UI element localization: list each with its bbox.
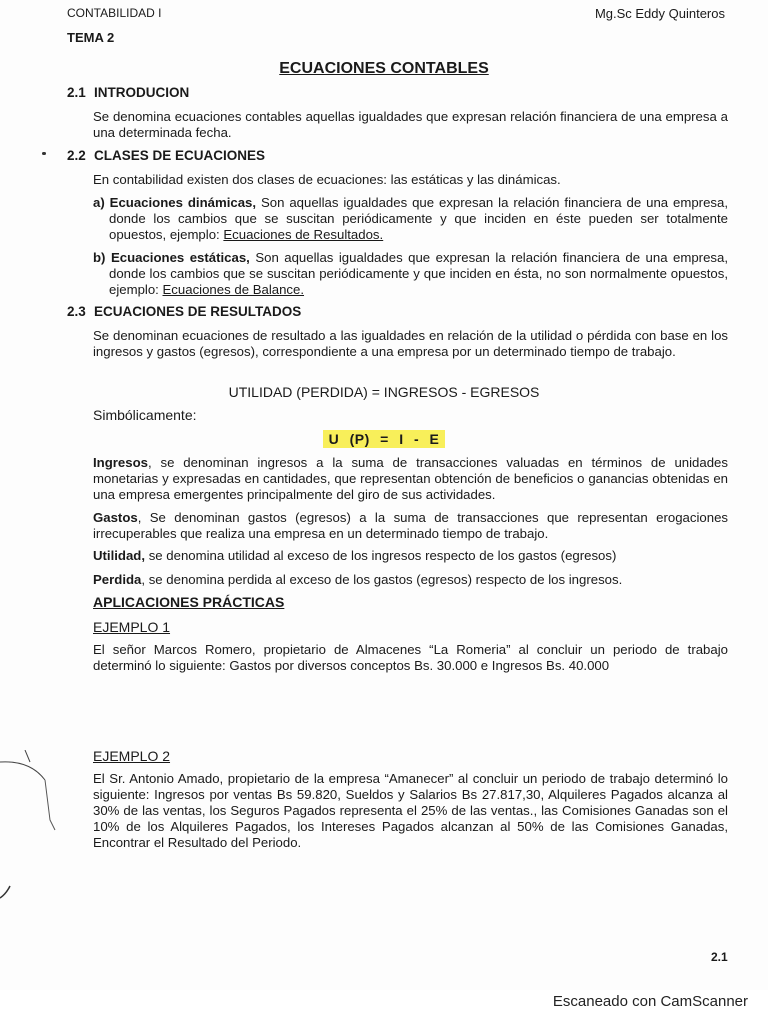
list-item-body [93, 195, 728, 243]
list-marker: a) [93, 195, 105, 210]
term-gastos: Gastos [93, 510, 138, 525]
formula-row [0, 430, 768, 449]
definition-text: se denomina utilidad al exceso de los ingresos respecto de los gastos (egresos) [145, 548, 617, 563]
definition-text: Son aquellas igualdades que expresan la relación financiera de una empresa, donde los cambios que se suscitan periódicamente y que inciden en éste pueden ser totalmente opuestos, ejemplo: [109, 195, 728, 242]
page-number: 2.1 [711, 950, 728, 964]
practice-heading: APLICACIONES PRÁCTICAS [93, 594, 285, 610]
section-number: 2.3 [67, 304, 86, 319]
definition-text: , Se denominan gastos (egresos) a la suma de transacciones que representan erogaciones irrecuperables que realiza una empresa en un determinado tiempo de trabajo. [93, 510, 728, 541]
definition-utilidad [93, 548, 728, 564]
definition-ingresos [93, 455, 728, 503]
section-heading-resultados [67, 304, 301, 319]
list-item-estaticas [93, 250, 728, 298]
section-number: 2.1 [67, 85, 86, 100]
page-title: ECUACIONES CONTABLES [279, 60, 489, 77]
example-link-text: Ecuaciones de Resultados. [223, 227, 384, 242]
definition-text: , se denominan ingresos a la suma de transacciones valuadas en términos de unidades monetarias y expresadas en cantidades, que representan obtención de beneficios o ganancias obtenidas en una empresa emergentes principalmente del giro de sus actividades. [93, 455, 728, 502]
list-marker: b) [93, 250, 106, 265]
intro-paragraph: Se denomina ecuaciones contables aquellas igualdades que expresan relación financiera de una empresa a una determinada fecha. [93, 109, 728, 140]
definition-text: Son aquellas igualdades que expresan la relación financiera de una empresa, donde los cambios que se suscitan periódicamente y que inciden en ésta, no son normalmente opuestos, ejemplo: [109, 250, 729, 297]
definition-gastos [93, 510, 728, 542]
list-item-body [93, 250, 728, 298]
scan-dot-mark [42, 152, 46, 155]
example1-text: El señor Marcos Romero, propietario de Almacenes “La Romeria” al concluir un periodo de trabajo determinó lo siguiente: Gastos por diversos conceptos Bs. 30.000 e Ingresos Bs. 40.000 [93, 642, 728, 673]
section-heading-clases [67, 148, 265, 163]
term-perdida: Perdida [93, 572, 142, 587]
term-dinamicas: Ecuaciones dinámicas, [109, 195, 257, 210]
definition-text: , se denomina perdida al exceso de los gastos (egresos) respecto de los ingresos. [141, 572, 623, 587]
scan-margin-marks [0, 750, 70, 910]
section-heading-introduccion [67, 85, 189, 100]
list-item-dinamicas [93, 195, 728, 243]
term-utilidad: Utilidad, [93, 548, 146, 563]
section-title: CLASES DE ECUACIONES [94, 148, 266, 163]
highlighted-formula: U (P) = I - E [323, 430, 446, 448]
header-author: Mg.Sc Eddy Quinteros [594, 6, 725, 21]
resultados-paragraph: Se denominan ecuaciones de resultado a las igualdades en relación de la utilidad o pérdida con base en los ingresos y gastos (egresos), correspondiente a una empresa por un determinado tiempo de trabajo. [93, 328, 728, 359]
example2-title: EJEMPLO 2 [93, 748, 171, 764]
header-course: CONTABILIDAD I [67, 6, 162, 20]
topic-label: TEMA 2 [67, 30, 115, 45]
clases-paragraph: En contabilidad existen dos clases de ecuaciones: las estáticas y las dinámicas. [93, 172, 561, 187]
section-title: ECUACIONES DE RESULTADOS [94, 304, 302, 319]
example2-text: El Sr. Antonio Amado, propietario de la empresa “Amanecer” al concluir un periodo de trabajo determinó lo siguiente: Ingresos por ventas Bs 59.820, Sueldos y Salarios Bs 27.817,30, Alquileres Pagados alcanza al 30% de las ventas, los Seguros Pagados representa el 25% de las ventas., las Comisiones Ganadas son el 10% de los Alquileres Pagados, los Intereses Pagados alcanzan al 50% de las Comisiones Ganadas, Encontrar el Resultado del Periodo. [93, 771, 728, 850]
example1-title: EJEMPLO 1 [93, 619, 171, 635]
symbolic-label: Simbólicamente: [93, 407, 197, 423]
equation-line: UTILIDAD (PERDIDA) = INGRESOS - EGRESOS [228, 384, 540, 400]
term-ingresos: Ingresos [93, 455, 148, 470]
section-number: 2.2 [67, 148, 86, 163]
definition-perdida [93, 572, 728, 588]
term-estaticas: Ecuaciones estáticas, [110, 250, 250, 265]
section-title: INTRODUCION [94, 85, 190, 100]
camscanner-footer: Escaneado con CamScanner [552, 993, 748, 1010]
example-link-text: Ecuaciones de Balance. [162, 282, 305, 297]
